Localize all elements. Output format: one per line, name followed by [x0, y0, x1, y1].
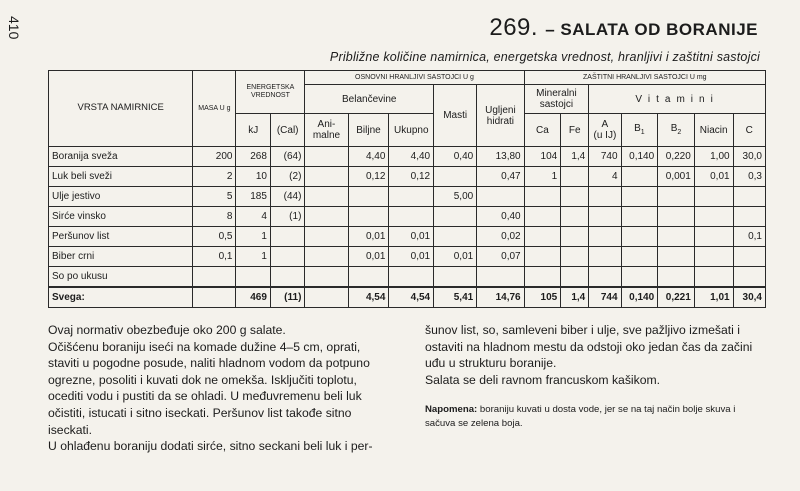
cell-masa: 0,5 — [193, 227, 236, 247]
cell-name: Peršunov list — [49, 227, 193, 247]
header-masti: Masti — [434, 85, 477, 147]
cell-name: Luk beli sveži — [49, 167, 193, 187]
cell-masa — [193, 287, 236, 308]
cell-uk: 0,12 — [389, 167, 434, 187]
cell-bilj: 0,12 — [348, 167, 389, 187]
cell-anim — [305, 167, 348, 187]
cell-kj: 469 — [236, 287, 270, 308]
cell-b1: 0,140 — [621, 287, 658, 308]
cell-b2 — [658, 247, 695, 267]
cell-b2: 0,001 — [658, 167, 695, 187]
cell-masa: 5 — [193, 187, 236, 207]
cell-niacin — [694, 227, 733, 247]
cell-uk — [389, 207, 434, 227]
table-row — [49, 247, 766, 267]
cell-masti — [434, 227, 477, 247]
cell-anim — [305, 147, 348, 167]
cell-masa: 200 — [193, 147, 236, 167]
header-b1-label: B — [634, 123, 641, 135]
cell-c: 30,0 — [733, 147, 765, 167]
cell-cal — [270, 267, 304, 288]
cell-kj: 268 — [236, 147, 270, 167]
note-text: boraniju kuvati u dosta vode, jer se na taj način bolje skuva i sačuva se zelena boja. — [425, 404, 736, 429]
cell-a: 740 — [589, 147, 621, 167]
cell-a — [589, 247, 621, 267]
text-column-left — [48, 322, 388, 455]
table-row — [49, 167, 766, 187]
header-vitamini: Vitamini — [589, 85, 766, 114]
cell-kj: 4 — [236, 207, 270, 227]
cell-uk: 4,54 — [389, 287, 434, 308]
cell-masti: 0,01 — [434, 247, 477, 267]
header-zastitni: ZAŠTITNI HRANLJIVI SASTOJCI U mg — [524, 71, 765, 85]
header-masa: MASA U g — [193, 71, 236, 147]
cell-anim — [305, 247, 348, 267]
cell-fe — [561, 267, 589, 288]
note-label: Napomena: — [425, 404, 478, 415]
cell-a: 4 — [589, 167, 621, 187]
cell-bilj — [348, 187, 389, 207]
cell-ugh: 0,40 — [477, 207, 524, 227]
cell-b1 — [621, 167, 658, 187]
cell-c — [733, 207, 765, 227]
cell-cal — [270, 247, 304, 267]
cell-b1 — [621, 247, 658, 267]
cell-b1 — [621, 227, 658, 247]
page-number: 410 — [6, 16, 22, 40]
cell-masti: 5,00 — [434, 187, 477, 207]
cell-ca — [524, 227, 561, 247]
cell-name: Boranija sveža — [49, 147, 193, 167]
cell-masti: 0,40 — [434, 147, 477, 167]
cell-ca: 1 — [524, 167, 561, 187]
cell-ca — [524, 247, 561, 267]
paragraph-mixing: U ohlađenu boraniju dodati sirće, sitno seckani beli luk i per- — [48, 439, 373, 454]
cell-masti — [434, 267, 477, 288]
header-energetska: ENERGETSKA VREDNOST — [236, 71, 305, 114]
cell-masti — [434, 167, 477, 187]
cell-niacin — [694, 207, 733, 227]
header-b2 — [658, 114, 695, 147]
cell-kj: 1 — [236, 247, 270, 267]
cell-bilj: 0,01 — [348, 227, 389, 247]
cell-b2 — [658, 227, 695, 247]
header-mineralni: Mineralni sastojci — [524, 85, 589, 114]
cell-a — [589, 207, 621, 227]
cell-fe — [561, 227, 589, 247]
header-a-unit: (u IJ) — [593, 130, 617, 141]
cell-kj: 10 — [236, 167, 270, 187]
cell-b2 — [658, 207, 695, 227]
text-column-right — [425, 322, 770, 388]
cell-c — [733, 267, 765, 288]
cell-fe — [561, 187, 589, 207]
note — [425, 403, 765, 430]
cell-ugh: 0,47 — [477, 167, 524, 187]
cell-name: Sirće vinsko — [49, 207, 193, 227]
cell-c: 0,1 — [733, 227, 765, 247]
table-row — [49, 187, 766, 207]
table-row — [49, 207, 766, 227]
recipe-title — [489, 14, 758, 42]
cell-ugh: 0,07 — [477, 247, 524, 267]
cell-a: 744 — [589, 287, 621, 308]
cell-niacin: 1,01 — [694, 287, 733, 308]
header-row-1 — [49, 71, 766, 85]
cell-niacin — [694, 267, 733, 288]
cell-niacin: 0,01 — [694, 167, 733, 187]
cell-masa: 0,1 — [193, 247, 236, 267]
nutrition-table — [48, 70, 766, 308]
cell-b1 — [621, 187, 658, 207]
cell-name: Svega: — [49, 287, 193, 308]
cell-name: Ulje jestivo — [49, 187, 193, 207]
cell-uk — [389, 187, 434, 207]
header-b1 — [621, 114, 658, 147]
cell-kj: 185 — [236, 187, 270, 207]
cell-uk: 4,40 — [389, 147, 434, 167]
cell-fe: 1,4 — [561, 147, 589, 167]
header-animalne: Ani- malne — [305, 114, 348, 147]
cell-ugh: 0,02 — [477, 227, 524, 247]
cell-bilj: 4,40 — [348, 147, 389, 167]
cell-uk — [389, 267, 434, 288]
cell-b2: 0,221 — [658, 287, 695, 308]
cell-masti — [434, 207, 477, 227]
table-body — [49, 147, 766, 308]
cell-b2: 0,220 — [658, 147, 695, 167]
cell-anim — [305, 207, 348, 227]
cell-c — [733, 187, 765, 207]
recipe-number: 269. — [489, 14, 539, 41]
paragraph-normativ: Ovaj normativ obezbeđuje oko 200 g salate. — [48, 323, 286, 337]
cell-a — [589, 267, 621, 288]
cell-fe — [561, 247, 589, 267]
cell-ugh — [477, 267, 524, 288]
cell-ca — [524, 187, 561, 207]
cell-ca — [524, 207, 561, 227]
cell-ca: 104 — [524, 147, 561, 167]
cell-cal: (11) — [270, 287, 304, 308]
header-vitamin-a — [589, 114, 621, 147]
header-a-label: A — [601, 119, 609, 130]
cell-bilj: 0,01 — [348, 247, 389, 267]
header-kj: kJ — [236, 114, 270, 147]
cell-cal: (1) — [270, 207, 304, 227]
cell-masa: 2 — [193, 167, 236, 187]
cell-kj: 1 — [236, 227, 270, 247]
cell-masti: 5,41 — [434, 287, 477, 308]
table-row — [49, 227, 766, 247]
cell-bilj — [348, 207, 389, 227]
cell-ugh: 14,76 — [477, 287, 524, 308]
cell-ca: 105 — [524, 287, 561, 308]
paragraph-serving: Salata se deli ravnom francuskom kašikom. — [425, 372, 661, 387]
cell-niacin — [694, 187, 733, 207]
paragraph-mixing-cont: šunov list, so, samleveni biber i ulje, sve pažljivo izmešati i ostaviti na hladnom mestu da odstoji oko jedan čas da začini uđu u strukturu boranije. — [425, 323, 753, 371]
header-b2-label: B — [670, 123, 678, 135]
cell-c: 30,4 — [733, 287, 765, 308]
table-subtitle: Približne količine namirnica, energetska vrednost, hranljivi i zaštitni sastojci — [329, 50, 760, 64]
cell-uk: 0,01 — [389, 227, 434, 247]
cell-name: Biber crni — [49, 247, 193, 267]
recipe-name: – SALATA OD BORANIJE — [545, 20, 758, 39]
cell-niacin: 1,00 — [694, 147, 733, 167]
header-belancevine: Belančevine — [305, 85, 434, 114]
cell-b1 — [621, 267, 658, 288]
cell-anim — [305, 187, 348, 207]
cell-anim — [305, 287, 348, 308]
cell-fe — [561, 167, 589, 187]
cell-b2 — [658, 187, 695, 207]
cell-a — [589, 227, 621, 247]
cell-c: 0,3 — [733, 167, 765, 187]
header-ugljeni: Ugljeni hidrati — [477, 85, 524, 147]
header-cal: (Cal) — [270, 114, 304, 147]
cell-ugh: 13,80 — [477, 147, 524, 167]
cell-anim — [305, 227, 348, 247]
cell-bilj: 4,54 — [348, 287, 389, 308]
cell-ca — [524, 267, 561, 288]
table-row — [49, 267, 766, 288]
cell-cal: (2) — [270, 167, 304, 187]
cell-anim — [305, 267, 348, 288]
header-c: C — [733, 114, 765, 147]
table-row — [49, 147, 766, 167]
header-biljne: Biljne — [348, 114, 389, 147]
cell-bilj — [348, 267, 389, 288]
cell-b2 — [658, 267, 695, 288]
cell-cal: (44) — [270, 187, 304, 207]
paragraph-preparation: Očišćenu boraniju iseći na komade dužine 4–5 cm, oprati, staviti u pogodne posude, naliti hladnom vodom da potpuno ogrezne, posoliti i kuvati dok ne omekša. Isključiti toplotu, ocediti vodu i pustiti da se ohladi. U međuvremenu beli luk očistiti, istucati i sitno iseckati. Peršunov list takođe sitno iseckati. — [48, 339, 370, 437]
header-b1-sub: 1 — [640, 129, 645, 137]
cell-fe — [561, 207, 589, 227]
header-vrsta: VRSTA NAMIRNICE — [49, 71, 193, 147]
cell-cal: (64) — [270, 147, 304, 167]
header-niacin: Niacin — [694, 114, 733, 147]
cell-uk: 0,01 — [389, 247, 434, 267]
cell-masa — [193, 267, 236, 288]
cell-b1: 0,140 — [621, 147, 658, 167]
cell-c — [733, 247, 765, 267]
cell-fe: 1,4 — [561, 287, 589, 308]
header-osnovni: OSNOVNI HRANLJIVI SASTOJCI U g — [305, 71, 524, 85]
cell-a — [589, 187, 621, 207]
cell-ugh — [477, 187, 524, 207]
total-row — [49, 287, 766, 308]
cell-niacin — [694, 247, 733, 267]
header-ca: Ca — [524, 114, 561, 147]
header-fe: Fe — [561, 114, 589, 147]
cell-b1 — [621, 207, 658, 227]
cell-masa: 8 — [193, 207, 236, 227]
cell-name: So po ukusu — [49, 267, 193, 288]
header-b2-sub: 2 — [677, 129, 682, 137]
cell-cal — [270, 227, 304, 247]
cell-kj — [236, 267, 270, 288]
header-ukupno: Ukupno — [389, 114, 434, 147]
